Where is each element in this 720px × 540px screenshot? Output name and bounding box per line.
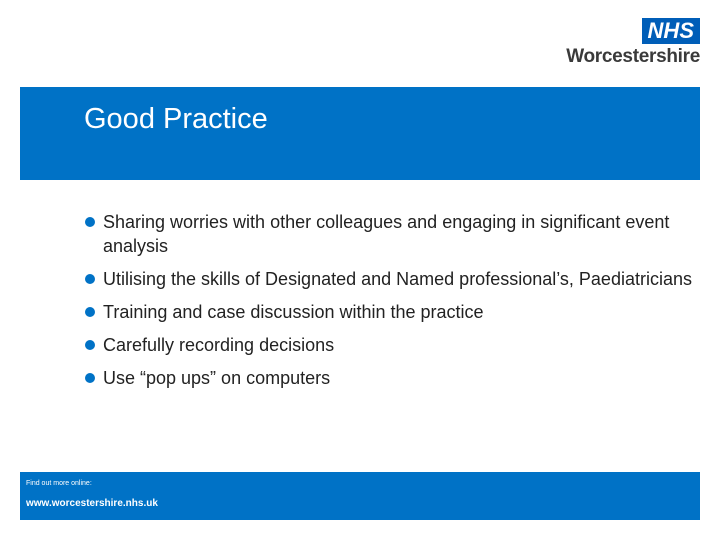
- bullet-item: [84, 333, 694, 357]
- bullet-text: Utilising the skills of Designated and Named professional’s, Paediatricians: [103, 269, 692, 289]
- bullet-dot-icon: [85, 373, 95, 383]
- bullet-item: [84, 267, 694, 291]
- bullet-list: [84, 210, 694, 399]
- bullet-text: Carefully recording decisions: [103, 335, 335, 355]
- bullet-text: Use “pop ups” on computers: [103, 368, 331, 388]
- bullet-dot-icon: [85, 274, 95, 284]
- organisation-name: Worcestershire: [566, 46, 700, 67]
- footer-url-link[interactable]: www.worcestershire.nhs.uk: [26, 498, 158, 509]
- bullet-item: [84, 300, 694, 324]
- footer-label: Find out more online:: [26, 480, 92, 487]
- bullet-dot-icon: [85, 307, 95, 317]
- bullet-dot-icon: [85, 340, 95, 350]
- slide-title: Good Practice: [84, 103, 268, 135]
- bullet-text: Training and case discussion within the practice: [103, 302, 484, 322]
- bullet-text: Sharing worries with other colleagues and engaging in significant event analysis: [103, 212, 670, 256]
- bullet-dot-icon: [85, 217, 95, 227]
- footer-band: [20, 472, 700, 520]
- title-band: [20, 87, 700, 180]
- nhs-badge: NHS: [642, 18, 700, 44]
- nhs-logo: [540, 18, 700, 68]
- bullet-item: [84, 366, 694, 390]
- bullet-item: [84, 210, 694, 258]
